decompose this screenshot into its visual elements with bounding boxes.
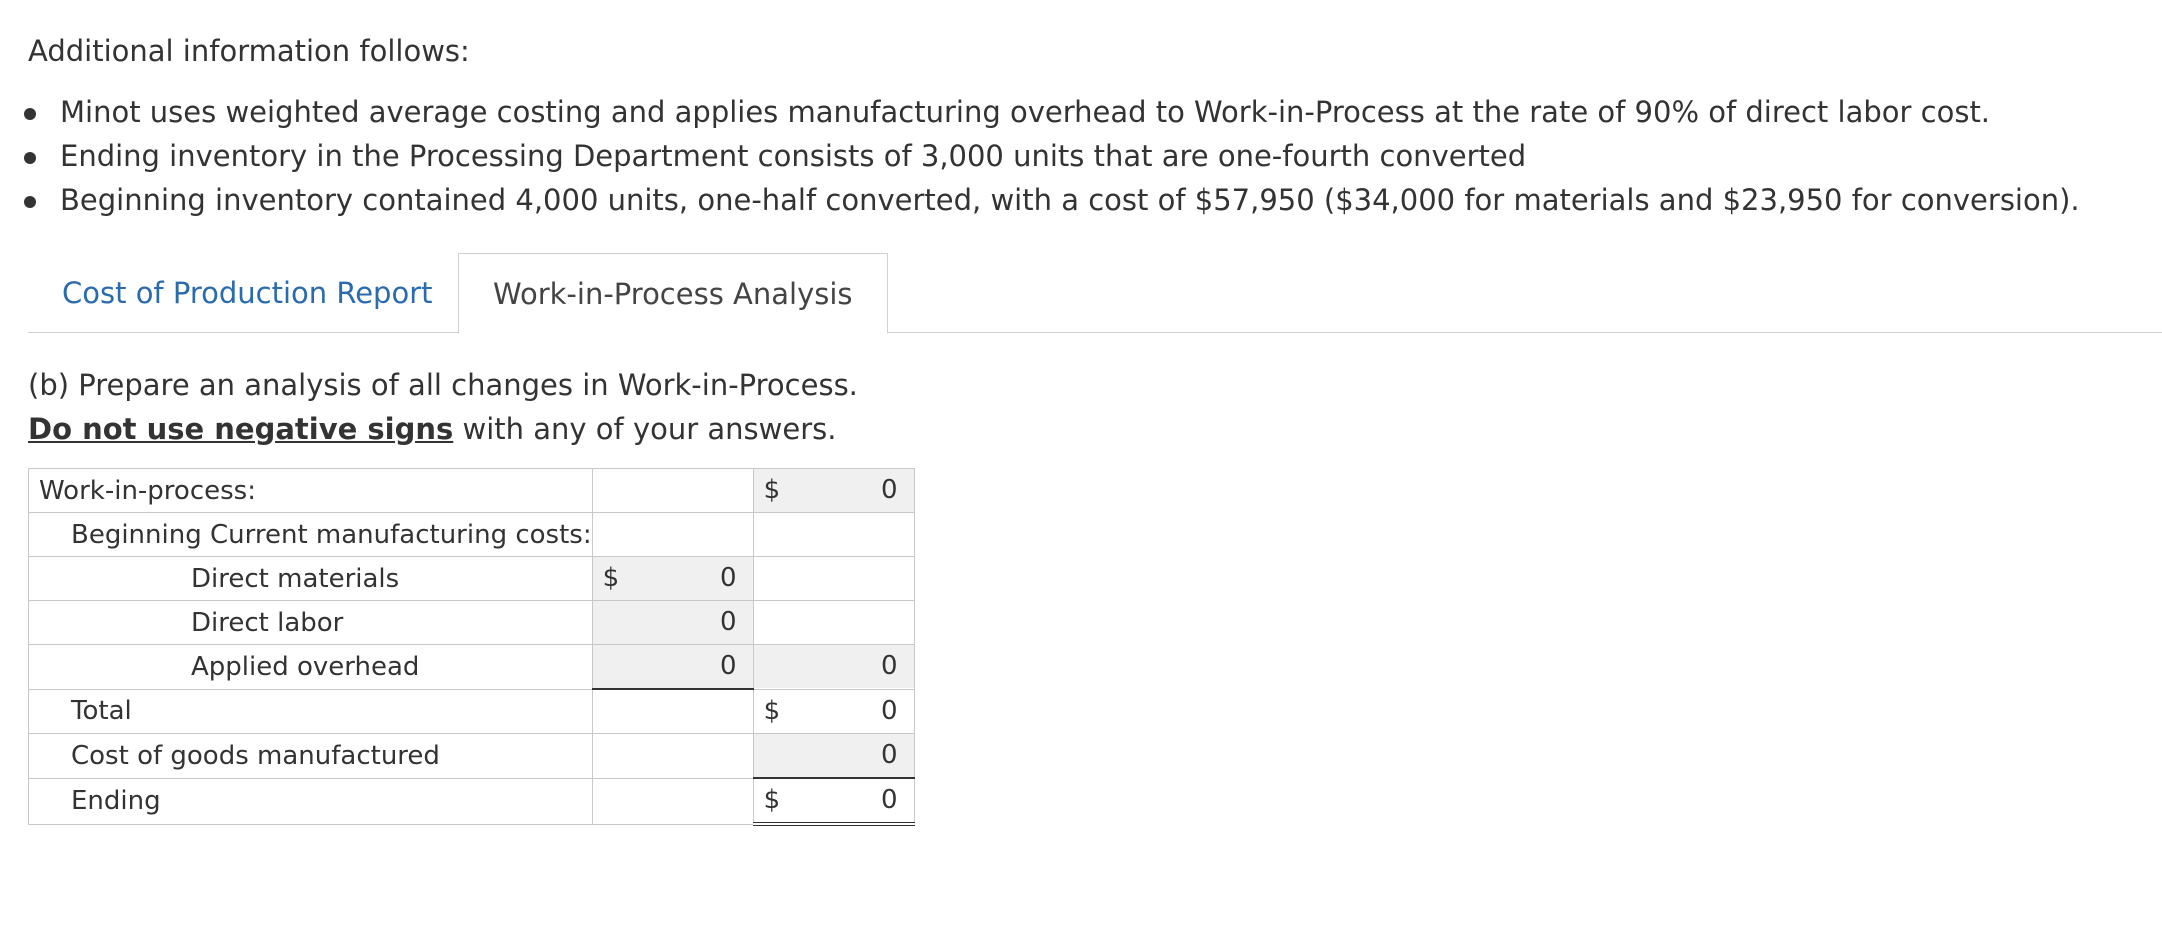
additional-info-heading: Additional information follows: — [28, 34, 470, 68]
bullet-dot-icon — [24, 152, 36, 164]
tab-work-in-process-analysis[interactable]: Work-in-Process Analysis — [458, 253, 888, 334]
amount-value: 0 — [720, 607, 737, 637]
row-label: Beginning Current manufacturing costs: — [29, 513, 593, 557]
currency-symbol: $ — [602, 563, 620, 593]
amount-total — [753, 689, 914, 734]
table-row — [29, 469, 915, 513]
instruction-note — [28, 412, 836, 446]
table-row — [29, 557, 915, 601]
negative-signs-warning: Do not use negative signs — [28, 412, 454, 446]
bullet-text: Ending inventory in the Processing Department consists of 3,000 units that are one-fourth converted — [60, 139, 1527, 173]
empty-cell — [592, 778, 753, 824]
amount-value: 0 — [881, 740, 898, 770]
amount-input[interactable] — [753, 645, 914, 690]
bullet-text: Minot uses weighted average costing and applies manufacturing overhead to Work-in-Process at the rate of 90% of direct labor cost. — [60, 95, 1991, 129]
row-label: Cost of goods manufactured — [29, 734, 593, 779]
row-label: Ending — [29, 778, 593, 824]
empty-cell — [592, 513, 753, 557]
row-label: Total — [29, 689, 593, 734]
row-label: Direct materials — [29, 557, 593, 601]
empty-cell — [592, 469, 753, 513]
amount-value: 0 — [720, 651, 737, 681]
currency-symbol: $ — [763, 475, 781, 505]
amount-ending — [753, 778, 914, 824]
amount-input[interactable] — [592, 557, 753, 601]
wip-analysis-table — [28, 468, 915, 826]
info-bullet-list — [0, 90, 2080, 222]
bullet-dot-icon — [24, 108, 36, 120]
table-row — [29, 601, 915, 645]
row-label: Work-in-process: — [29, 469, 593, 513]
table-row — [29, 645, 915, 690]
row-label: Direct labor — [29, 601, 593, 645]
currency-symbol: $ — [763, 785, 781, 815]
tab-bar — [28, 253, 2162, 333]
instruction-text: (b) Prepare an analysis of all changes in Work-in-Process. — [28, 368, 858, 402]
amount-input[interactable] — [592, 645, 753, 690]
empty-cell — [592, 689, 753, 734]
currency-symbol: $ — [763, 695, 781, 726]
bullet-item — [0, 90, 2080, 134]
amount-input[interactable] — [753, 469, 914, 513]
amount-value: 0 — [720, 563, 737, 593]
empty-cell — [592, 734, 753, 779]
bullet-dot-icon — [24, 196, 36, 208]
amount-value: 0 — [881, 651, 898, 682]
empty-cell — [753, 557, 914, 601]
amount-value: 0 — [881, 695, 898, 726]
table-row — [29, 689, 915, 734]
table-row — [29, 778, 915, 824]
amount-input[interactable] — [592, 601, 753, 645]
amount-input[interactable] — [753, 734, 914, 779]
amount-value: 0 — [881, 475, 898, 505]
tab-cost-of-production-report[interactable]: Cost of Production Report — [62, 276, 433, 310]
amount-value: 0 — [881, 785, 898, 815]
bullet-text: Beginning inventory contained 4,000 units, one-half converted, with a cost of $57,950 ($34,000 for materials and $23,950 for conversion). — [60, 183, 2080, 217]
bullet-item — [0, 134, 2080, 178]
bullet-item — [0, 178, 2080, 222]
table-row — [29, 734, 915, 779]
empty-cell — [753, 601, 914, 645]
row-label: Applied overhead — [29, 645, 593, 690]
table-row — [29, 513, 915, 557]
instruction-note-rest: with any of your answers. — [453, 412, 837, 446]
empty-cell — [753, 513, 914, 557]
